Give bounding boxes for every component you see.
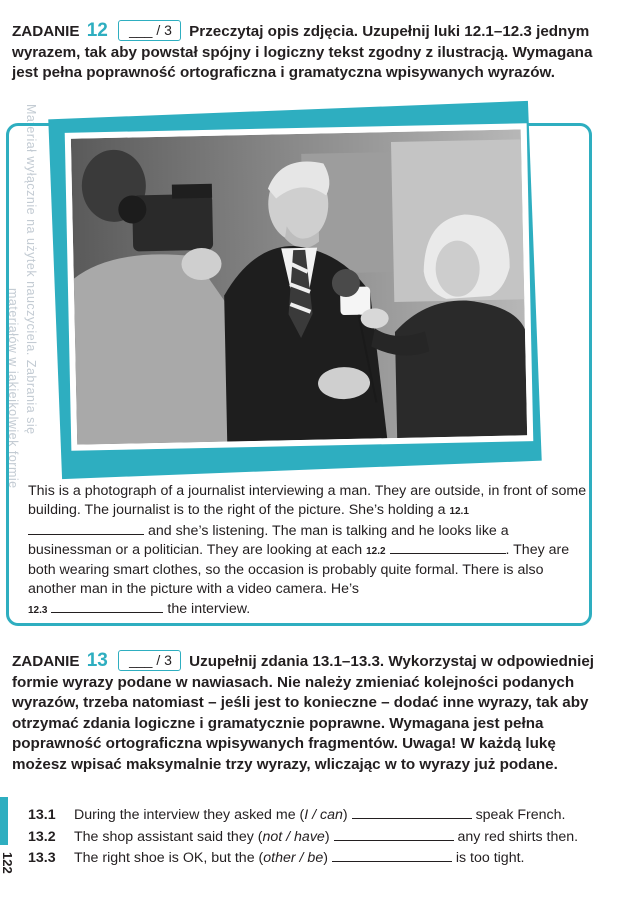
sentence-hint: not / have [262,828,325,845]
watermark-secondary: materiałów w jakiejkolwiek formie [6,288,20,489]
gap-ref-12-1: 12.1 [449,506,469,518]
score-box: ___ / 3 [118,650,181,671]
text-part-3: . They are both wearing smart clothes, so the occasion is probably quite formal. There is also another man in the picture with a video camera. He’s [28,541,570,598]
watermark: Materiał wyłącznie na użytek nauczyciela. Zabrania się [24,104,38,435]
sentence-hint: I / can [304,807,343,823]
gap-12-2-field[interactable] [390,541,506,554]
sentence-number: 13.1 [28,807,56,823]
sentence-row [28,827,608,849]
sentence-number: 13.3 [28,850,56,866]
text-part-2: and she’s listening. The man is talking and he looks like a businessman or a politician. They are looking at each [28,522,509,558]
sentence-text: ) [342,807,348,823]
score-box: ___ / 3 [118,20,181,41]
task-13-header [12,650,608,775]
sentence-text: During the interview they asked me ( [74,807,305,823]
interview-photo [65,123,534,451]
sentence-number: 13.2 [28,828,56,845]
section-tab [0,797,8,845]
sentence-text: The right shoe is OK, but the ( [74,850,264,866]
text-part-4: the interview. [167,600,251,617]
gap-ref-12-2: 12.2 [366,545,386,557]
gap-13-3-field[interactable] [332,849,452,862]
sentence-text: The shop assistant said they ( [74,828,263,845]
task-instruction: Przeczytaj opis zdjęcia. Uzupełnij luki 12.1–12.3 jednym wyrazem, tak aby powstał spójny i logiczny tekst zgodny z ilustracją. Wymagana jest pełna poprawność ortograficzna i gramatyczna wpisywanych wyrazów. [12,23,593,81]
sentence-hint: other / be [263,850,324,866]
task-label: ZADANIE [12,653,80,670]
text-part-1: This is a photograph of a journalist interviewing a man. They are outside, in front of some building. The journalist is to the right of the picture. She’s holding a [28,483,587,519]
gap-12-1-field[interactable] [28,522,144,535]
photo-illustration [71,129,527,444]
task-12-header [12,20,608,84]
task-label: ZADANIE [12,23,80,40]
task-12-text [28,482,588,620]
sentence-text: any red shirts then. [457,828,579,845]
task-number: 13 [86,650,108,671]
task-instruction: Uzupełnij zdania 13.1–13.3. Wykorzystaj w odpowiedniej formie wyrazy podane w nawiasach. Nie należy zmieniać kolejności podanych wyrazów, trzeba natomiast – jeśli jest to konieczne – dodać inne wyrazy, tak aby otrzymać zdania logiczne i gramatycznie poprawne. Wymagana jest pełna poprawność ortograficzna wpisywanych fragmentów. Uwaga! W każdą lukę możesz wpisać maksymalnie trzy wyrazy, wliczając w to wyrazy już podane. [12,653,595,773]
task-number: 12 [86,20,108,41]
sentence-row [28,848,608,870]
sentence-text: ) [323,850,328,866]
sentence-text: is too tight. [455,850,525,866]
gap-13-1-field[interactable] [352,806,472,819]
sentence-text: speak French. [475,807,566,823]
side-page-number: 122 [0,852,15,874]
sentence-text: ) [324,828,330,845]
sentence-row [28,805,608,827]
task-13-sentences [28,805,608,870]
gap-12-3-field[interactable] [51,600,163,613]
gap-13-2-field[interactable] [334,828,454,841]
gap-ref-12-3: 12.3 [28,604,48,616]
